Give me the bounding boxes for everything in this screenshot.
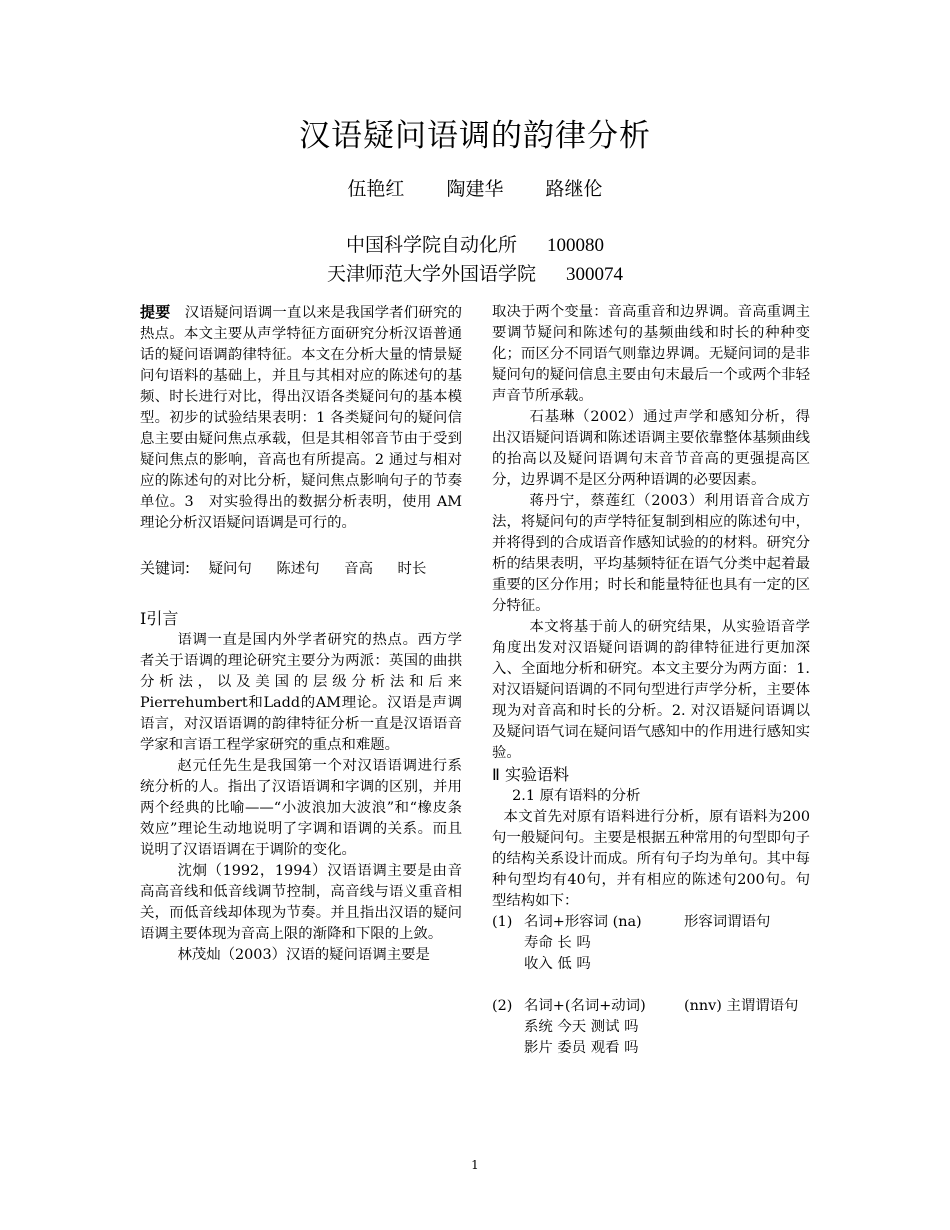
author-name: 路继伦 — [545, 178, 603, 200]
paragraph: 石基琳（2002）通过声学和感知分析，得出汉语疑问语调和陈述语调主要依靠整体基频曲线的抬高以及疑问语调句末音节音高的更强提高区分，边界调不是区分两种语调的必要因素。 — [492, 409, 810, 488]
paragraph: 取决于两个变量：音高重音和边界调。音高重调主要调节疑问和陈述句的基频曲线和时长的种种变化；而区分不同语气则靠边界调。无疑问词的是非疑问句的疑问信息主要由句末最后一个或两个非轻声音节所承载。 — [492, 304, 810, 404]
page-number: 1 — [471, 1158, 479, 1172]
section-heading: Ⅰ引言 — [140, 609, 179, 628]
example-sentence: 寿命 长 吗 — [524, 935, 591, 951]
sentence-structure — [492, 996, 810, 1017]
abstract-text: 汉语疑问语调一直以来是我国学者们研究的热点。本文主要从声学特征方面研究分析汉语普通话的疑问语调韵律特征。本文在分析大量的情景疑问句语料的基础上，并且与其相对应的陈述句的基频、时长进行对比，得出汉语各类疑问句的基本模型。初步的试验结果表明：1 各类疑问句的疑问信息主要由疑问焦点承载，但是其相邻音节由于受到疑问焦点的影响，音高也有所提高。2 通过与相对应的陈述句的对比分析，疑问焦点影响句子的节奏单位。3 对实验得出的数据分析表明，使用 AM 理论分析汉语疑问语调是可行的。 — [140, 305, 462, 531]
structure-type: (nnv) 主谓谓语句 — [684, 998, 799, 1014]
structure-number: (1) — [492, 914, 513, 930]
left-column — [140, 302, 462, 966]
sentence-structure — [492, 912, 810, 933]
structure-pattern: 名词+形容词 (na) — [524, 914, 642, 930]
affiliation-name: 中国科学院自动化所 — [345, 234, 517, 256]
keyword: 音高 — [344, 561, 373, 577]
paragraph: 本文将基于前人的研究结果，从实验语音学角度出发对汉语疑问语调的韵律特征进行更加深入、全面地分析和研究。本文主要分为两方面：1. 对汉语疑问语调的不同句型进行声学分析，主要体现为对音高和时长的分析。2. 对汉语疑问语调以及疑问语气词在疑问语气感知中的作用进行感知实验。 — [492, 619, 810, 761]
paragraph: 蒋丹宁，蔡莲红（2003）利用语音合成方法，将疑问句的声学特征复制到相应的陈述句中，并将得到的合成语音作感知试验的的材料。研究分析的结果表明，平均基频特征在语气分类中起着最重要的区分作用；时长和能量特征也具有一定的区分特征。 — [492, 493, 810, 614]
postal-code: 300074 — [566, 264, 623, 285]
keywords — [140, 558, 462, 580]
right-column — [492, 302, 810, 1059]
keyword: 时长 — [397, 561, 427, 577]
abstract-label: 提要 — [140, 303, 171, 321]
section-heading: Ⅱ 实验语料 — [492, 765, 569, 784]
author-name: 陶建华 — [446, 178, 504, 200]
paragraph: 沈炯（1992，1994）汉语语调主要是由音高高音线和低音线调节控制，高音线与语义重音相关，而低音线却体现为节奏。并且指出汉语的疑问语调主要体现为音高上限的渐降和下限的上敛。 — [140, 863, 462, 942]
paper-title: 汉语疑问语调的韵律分析 — [299, 118, 651, 154]
paragraph: 语调一直是国内外学者研究的热点。西方学者关于语调的理论研究主要分为两派：英国的曲拱分析法，以及美国的层级分析法和后来Pierrehumbert和Ladd的AM理论。汉语是声调语言，对汉语语调的韵律特征分析一直是汉语语音学家和言语工程学家研究的重点和难题。 — [140, 632, 462, 753]
structure-number: (2) — [492, 998, 513, 1014]
affiliation — [0, 230, 950, 257]
author-name: 伍艳红 — [347, 178, 405, 200]
paragraph: 赵元任先生是我国第一个对汉语语调进行系统分析的人。指出了汉语语调和字调的区别，并用两个经典的比喻——“小波浪加大波浪”和“橡皮条效应”理论生动地说明了字调和语调的关系。而且说明了汉语语调在于调阶的变化。 — [140, 758, 462, 858]
author-list — [0, 174, 950, 201]
keywords-label: 关键词: — [140, 559, 191, 577]
subsection-heading: 2.1 原有语料的分析 — [512, 788, 641, 804]
affiliation — [0, 259, 950, 286]
structure-type: 形容词谓语句 — [684, 914, 771, 930]
postal-code: 100080 — [547, 235, 604, 256]
example-sentence: 影片 委员 观看 吗 — [524, 1040, 639, 1056]
paragraph: 本文首先对原有语料进行分析，原有语料为200句一般疑问句。主要是根据五种常用的句型即句子的结构关系设计而成。所有句子均为单句。其中每种句型均有40句，并有相应的陈述句200句。句型结构如下： — [492, 809, 810, 909]
paragraph: 林茂灿（2003）汉语的疑问语调主要是 — [177, 947, 430, 963]
abstract — [140, 302, 462, 534]
keyword: 疑问句 — [208, 561, 252, 577]
structure-pattern: 名词+(名词+动词) — [524, 998, 646, 1014]
keyword: 陈述句 — [276, 561, 320, 577]
example-sentence: 系统 今天 测试 吗 — [524, 1019, 639, 1035]
affiliation-name: 天津师范大学外国语学院 — [326, 263, 536, 285]
example-sentence: 收入 低 吗 — [524, 956, 591, 972]
